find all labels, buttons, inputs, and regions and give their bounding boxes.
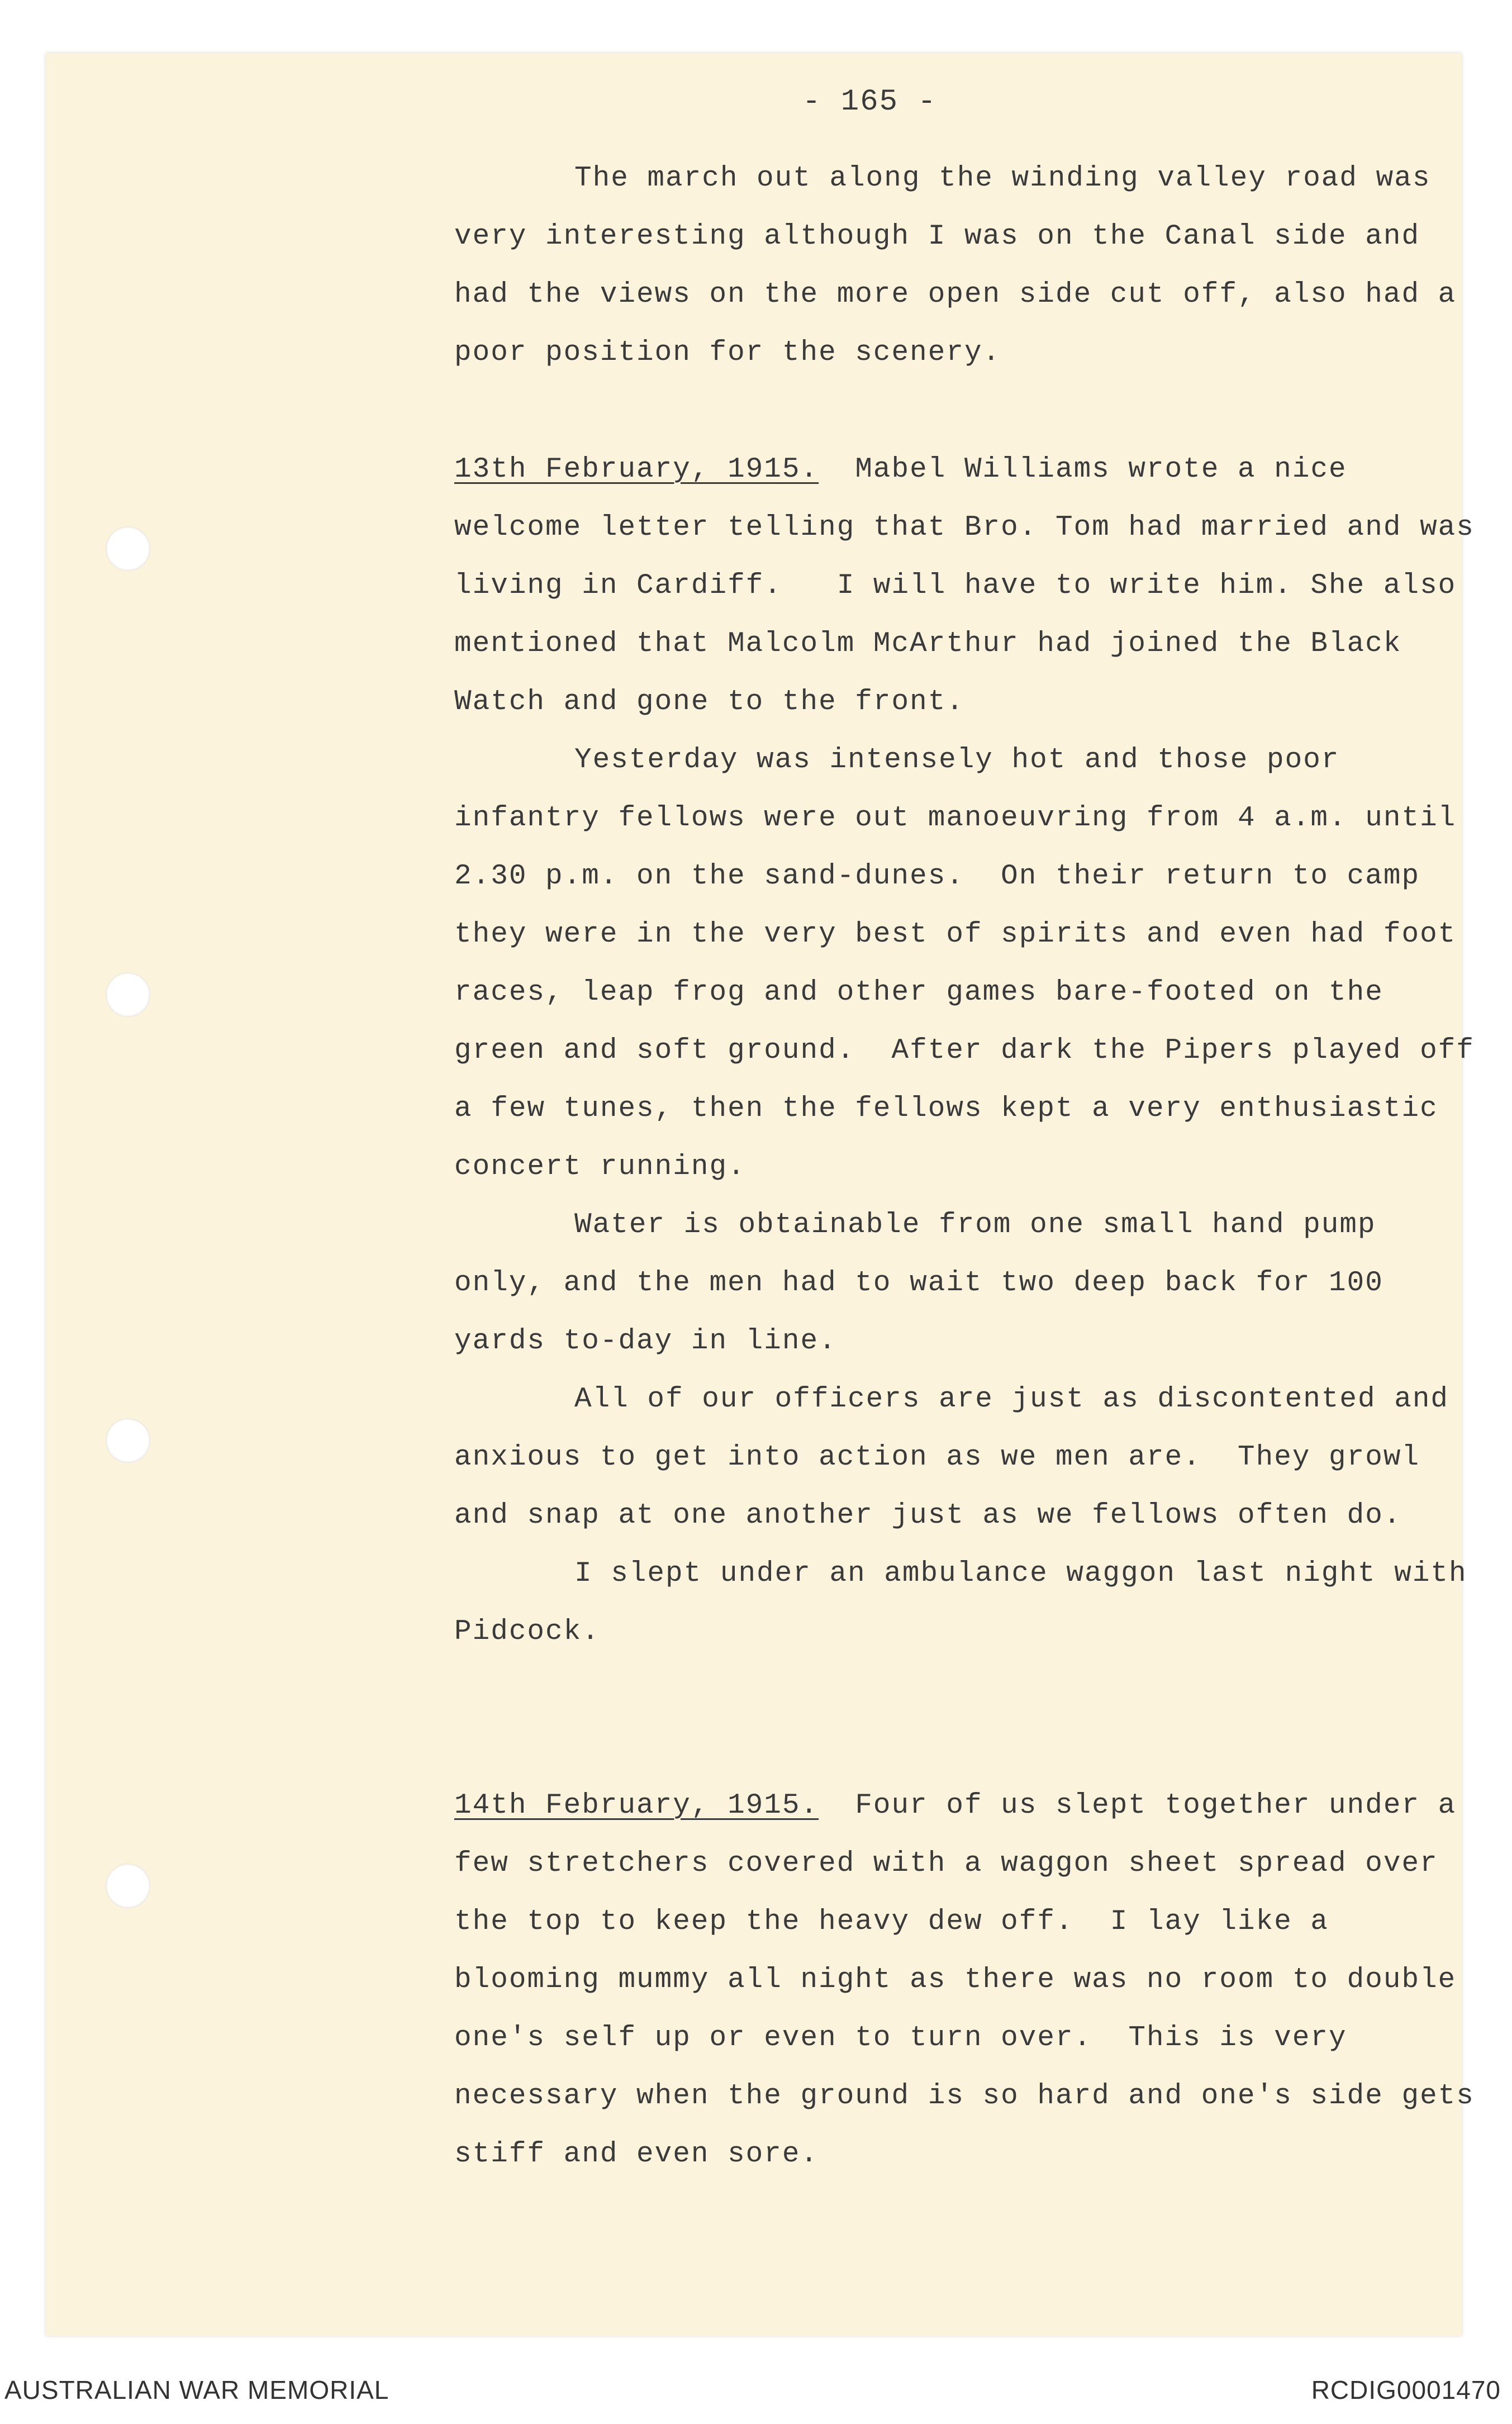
page-number: - 165 - [802,85,937,119]
reference-code: RCDIG0001470 [1311,2375,1501,2404]
entry-14-first-text: Four of us slept together under a few stretchers covered with a waggon sheet spread over the top to keep the heavy dew off. I lay like a blooming mummy all night as there was no room to double one's self up or even to turn over. This is very necessary when the ground is so hard and one's side gets stiff and even sore. [454,1790,1493,2170]
entry-date-heading: 14th February, 1915. [454,1790,819,1822]
entry-date-heading: 13th February, 1915. [454,454,819,486]
institution-label: AUSTRALIAN WAR MEMORIAL [4,2375,389,2404]
entry-13-first-text: Mabel Williams wrote a nice welcome letter telling that Bro. Tom had married and was living in Cardiff. I will have to write him. She also mentioned that Malcolm McArthur had joined the Black Watch and gone to the front. [454,454,1493,718]
entry-13-february [454,441,1493,1661]
entry-13-paragraph-3: Water is obtainable from one small hand pump only, and the men had to wait two deep back for 100 yards to-day in line. [454,1209,1402,1357]
punch-hole [106,972,150,1017]
punch-hole [106,526,150,571]
entry-14-february [454,1777,1493,2184]
intro-paragraph: The march out along the winding valley road was very interesting although I was on the Canal side and had the views on the more open side cut off, also had a poor position for the scenery. [454,163,1475,369]
intro-section [454,150,1477,382]
punch-hole [106,1864,150,1908]
entry-14-first-paragraph [454,1777,1493,2184]
entry-13-paragraph-4: All of our officers are just as discontented and anxious to get into action as we men are. They growl and snap at one another just as we fellows often do. [454,1384,1467,1532]
entry-13-paragraph-5: I slept under an ambulance waggon last night with Pidcock. [454,1558,1486,1648]
entry-13-first-paragraph [454,441,1493,731]
entry-13-paragraph-2: Yesterday was intensely hot and those poor infantry fellows were out manoeuvring from 4 a.m. until 2.30 p.m. on the sand-dunes. On their return to camp they were in the very best of spirits and even had foot races, leap frog and other games bare-footed on the green and soft ground. After dark the Pipers played off a few tunes, then the fellows kept a very enthusiastic concert running. [454,744,1493,1183]
punch-hole [106,1418,150,1463]
